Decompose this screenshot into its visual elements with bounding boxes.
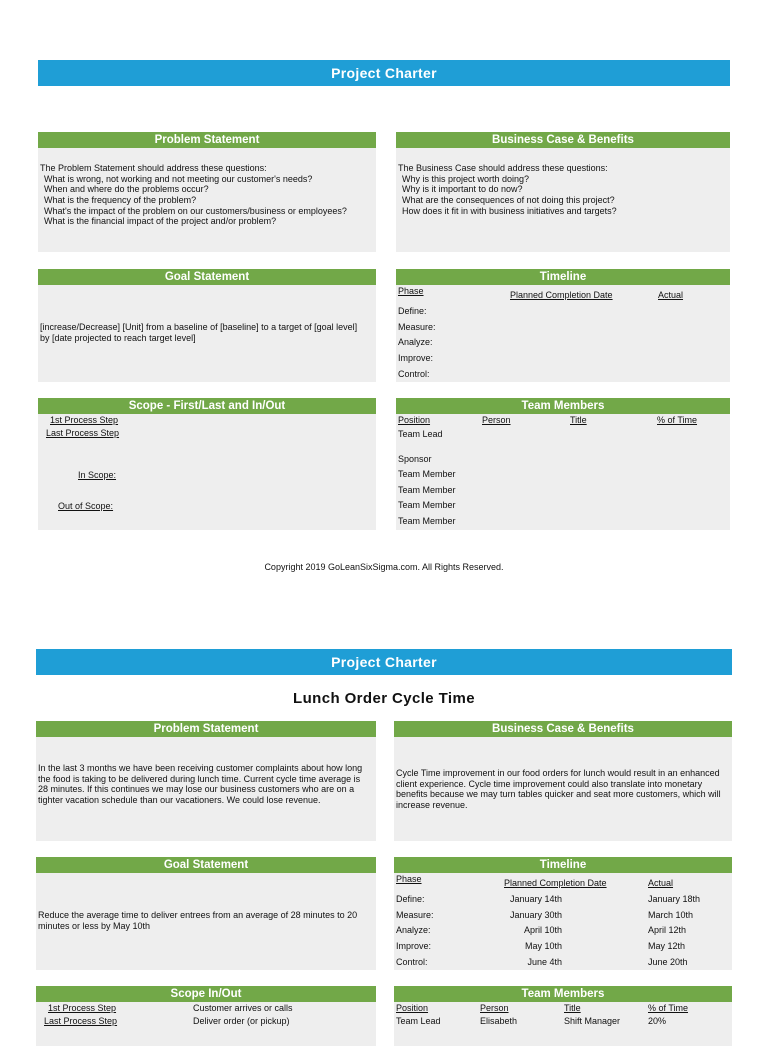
goal-text: [increase/Decrease] [Unit] from a baseline of [baseline] to a target of [goal level] by [date projected to reach target level] bbox=[40, 322, 358, 343]
problem-statement-header: Problem Statement bbox=[36, 721, 376, 737]
timeline-col-actual: Actual bbox=[648, 878, 674, 888]
team-role: Sponsor bbox=[398, 454, 432, 464]
timeline-col-planned: Planned Completion Date bbox=[510, 290, 613, 300]
timeline-planned: June 4th bbox=[527, 957, 562, 967]
team-role: Team Member bbox=[398, 516, 456, 526]
timeline-header: Timeline bbox=[394, 857, 732, 873]
timeline-phase: Control: bbox=[396, 957, 428, 967]
team-members-card bbox=[396, 398, 730, 530]
team-role: Team Member bbox=[398, 500, 456, 510]
scope-header: Scope In/Out bbox=[36, 986, 376, 1002]
team-col-person: Person bbox=[480, 1003, 509, 1013]
business-case-header: Business Case & Benefits bbox=[394, 721, 732, 737]
problem-statement-card bbox=[36, 721, 376, 841]
team-col-time: % of Time bbox=[648, 1003, 689, 1013]
business-text: Cycle Time improvement in our food orders for lunch would result in an enhanced client experience. Cycle time improvement could also translate into monetary benefits because we may turn tables quicker and seat more customers, which will increase revenue. bbox=[396, 768, 721, 810]
timeline-phase: Measure: bbox=[396, 910, 434, 920]
team-row-person: Elisabeth bbox=[480, 1016, 518, 1026]
scope-first-step-label: 1st Process Step bbox=[50, 415, 119, 425]
timeline-col-phase: Phase bbox=[398, 286, 424, 296]
team-col-title: Title bbox=[570, 415, 587, 425]
timeline-phase: Define: bbox=[398, 306, 427, 316]
goal-statement-card bbox=[36, 857, 376, 970]
scope-first-step-value: Customer arrives or calls bbox=[193, 1003, 293, 1013]
team-col-position: Position bbox=[396, 1003, 429, 1013]
timeline-phase: Analyze: bbox=[398, 337, 433, 347]
business-question: What are the consequences of not doing this project? bbox=[402, 195, 615, 205]
timeline-planned: May 10th bbox=[524, 941, 562, 951]
scope-out-label: Out of Scope: bbox=[58, 501, 114, 511]
timeline-actual: May 12th bbox=[648, 941, 686, 951]
problem-question: What's the impact of the problem on our customers/business or employees? bbox=[44, 206, 347, 216]
goal-statement-header: Goal Statement bbox=[38, 269, 376, 285]
problem-question: What is the frequency of the problem? bbox=[44, 195, 197, 205]
scope-first-step-label: 1st Process Step bbox=[48, 1003, 117, 1013]
team-members-card bbox=[394, 986, 732, 1046]
team-row-position: Team Lead bbox=[396, 1016, 441, 1026]
team-col-title: Title bbox=[564, 1003, 581, 1013]
problem-statement-header: Problem Statement bbox=[38, 132, 376, 148]
timeline-actual: March 10th bbox=[648, 910, 694, 920]
page-banner: Project Charter bbox=[38, 60, 730, 86]
business-question: How does it fit in with business initiatives and targets? bbox=[402, 206, 617, 216]
scope-card bbox=[38, 398, 376, 530]
team-role: Team Member bbox=[398, 485, 456, 495]
project-title: Lunch Order Cycle Time bbox=[293, 690, 475, 707]
team-role: Team Member bbox=[398, 469, 456, 479]
timeline-actual: April 12th bbox=[648, 925, 687, 935]
timeline-actual: June 20th bbox=[648, 957, 688, 967]
goal-statement-card bbox=[38, 269, 376, 382]
scope-in-label: In Scope: bbox=[78, 470, 117, 480]
scope-last-step-value: Deliver order (or pickup) bbox=[193, 1016, 290, 1026]
timeline-col-phase: Phase bbox=[396, 874, 422, 884]
team-role: Team Lead bbox=[398, 429, 443, 439]
timeline-card bbox=[394, 857, 732, 970]
problem-question: What is the financial impact of the project and/or problem? bbox=[44, 216, 277, 226]
scope-last-step-label: Last Process Step bbox=[46, 428, 120, 438]
scope-card bbox=[36, 986, 376, 1046]
timeline-col-actual: Actual bbox=[658, 290, 684, 300]
timeline-header: Timeline bbox=[396, 269, 730, 285]
team-col-person: Person bbox=[482, 415, 511, 425]
business-question: Why is this project worth doing? bbox=[402, 174, 530, 184]
scope-last-step-label: Last Process Step bbox=[44, 1016, 118, 1026]
business-question: Why is it important to do now? bbox=[402, 184, 523, 194]
timeline-phase: Control: bbox=[398, 369, 430, 379]
timeline-planned: January 14th bbox=[509, 894, 562, 904]
problem-text: In the last 3 months we have been receiving customer complaints about how long the food is taking to be delivered during lunch time. Current cycle time average is 28 minutes. If this continues we may lose our business customers who are on a tighter vacation schedule than our vacationers. We could lose revenue. bbox=[38, 763, 363, 805]
timeline-col-planned: Planned Completion Date bbox=[504, 878, 607, 888]
timeline-phase: Measure: bbox=[398, 322, 436, 332]
team-row-title: Shift Manager bbox=[564, 1016, 621, 1026]
timeline-phase: Improve: bbox=[396, 941, 432, 951]
business-case-card bbox=[394, 721, 732, 841]
timeline-phase: Analyze: bbox=[396, 925, 431, 935]
team-members-header: Team Members bbox=[394, 986, 732, 1002]
team-row-time: 20% bbox=[648, 1016, 667, 1026]
problem-statement-card bbox=[38, 132, 376, 252]
team-members-header: Team Members bbox=[396, 398, 730, 414]
copyright: Copyright 2019 GoLeanSixSigma.com. All Rights Reserved. bbox=[264, 562, 504, 572]
problem-question: When and where do the problems occur? bbox=[44, 184, 209, 194]
goal-statement-header: Goal Statement bbox=[36, 857, 376, 873]
timeline-phase: Improve: bbox=[398, 353, 434, 363]
team-col-position: Position bbox=[398, 415, 431, 425]
timeline-phase: Define: bbox=[396, 894, 425, 904]
business-intro: The Business Case should address these questions: bbox=[398, 163, 608, 173]
page-banner: Project Charter bbox=[36, 649, 732, 675]
timeline-planned: April 10th bbox=[523, 925, 562, 935]
team-col-time: % of Time bbox=[657, 415, 698, 425]
problem-question: What is wrong, not working and not meeting our customer's needs? bbox=[44, 174, 313, 184]
scope-header: Scope - First/Last and In/Out bbox=[38, 398, 376, 414]
timeline-card bbox=[396, 269, 730, 382]
goal-text: Reduce the average time to deliver entrees from an average of 28 minutes to 20 minutes or less by May 10th bbox=[38, 910, 358, 931]
timeline-planned: January 30th bbox=[509, 910, 562, 920]
business-case-card bbox=[396, 132, 730, 252]
timeline-actual: January 18th bbox=[648, 894, 701, 904]
problem-intro: The Problem Statement should address these questions: bbox=[40, 163, 267, 173]
business-case-header: Business Case & Benefits bbox=[396, 132, 730, 148]
